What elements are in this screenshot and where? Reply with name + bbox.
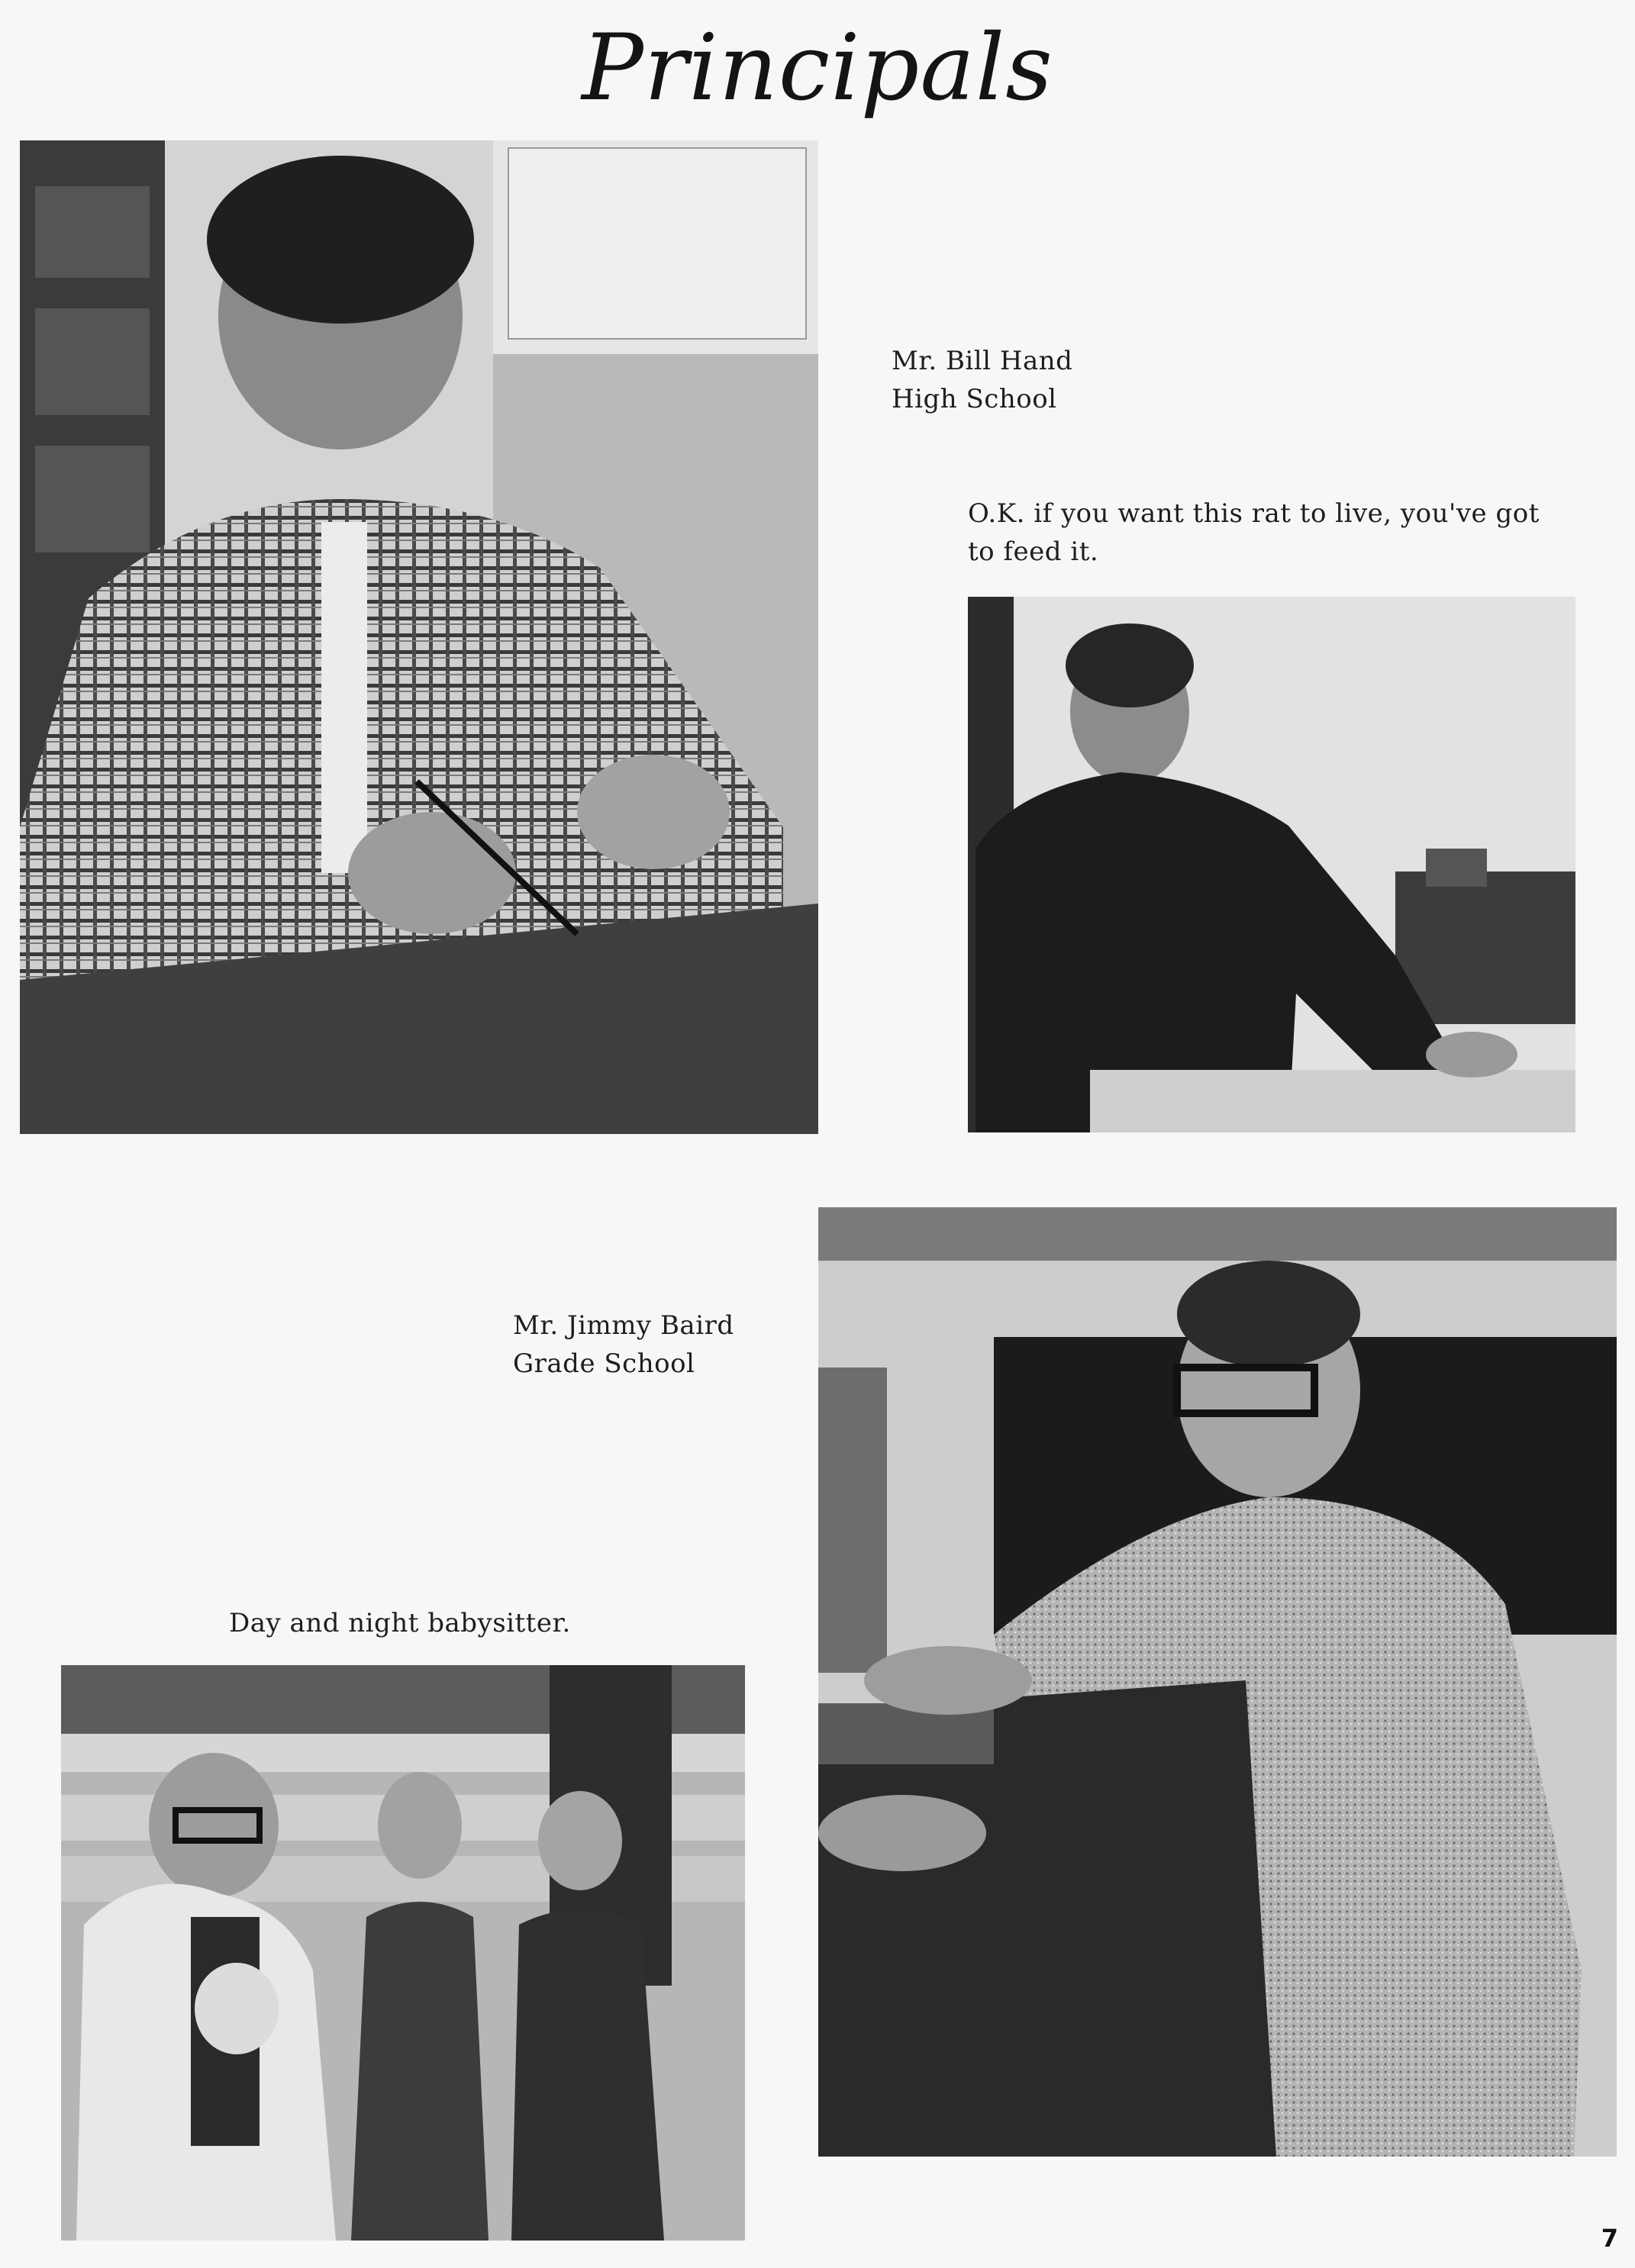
caption-babysitter [229,1604,571,1642]
caption-text: Day and night babysitter. [229,1608,571,1638]
caption-role: High School [892,384,1057,414]
photo-jimmy-baird-desk [818,1207,1617,2157]
page-title: Principals [582,15,1053,121]
page-number: 7 [1601,2224,1618,2253]
caption-rat [968,495,1624,571]
caption-bill-hand [892,342,1072,418]
caption-line: O.K. if you want this rat to live, you've got [968,498,1540,529]
photo-man-with-rat [968,597,1575,1132]
caption-role: Grade School [513,1348,695,1379]
photo-bill-hand-desk [20,140,818,1134]
caption-name: Mr. Bill Hand [892,346,1073,376]
caption-name: Mr. Jimmy Baird [513,1310,734,1341]
caption-jimmy-baird [513,1306,734,1383]
caption-line: to feed it. [968,536,1099,567]
photo-babysitter-children [61,1665,745,2241]
